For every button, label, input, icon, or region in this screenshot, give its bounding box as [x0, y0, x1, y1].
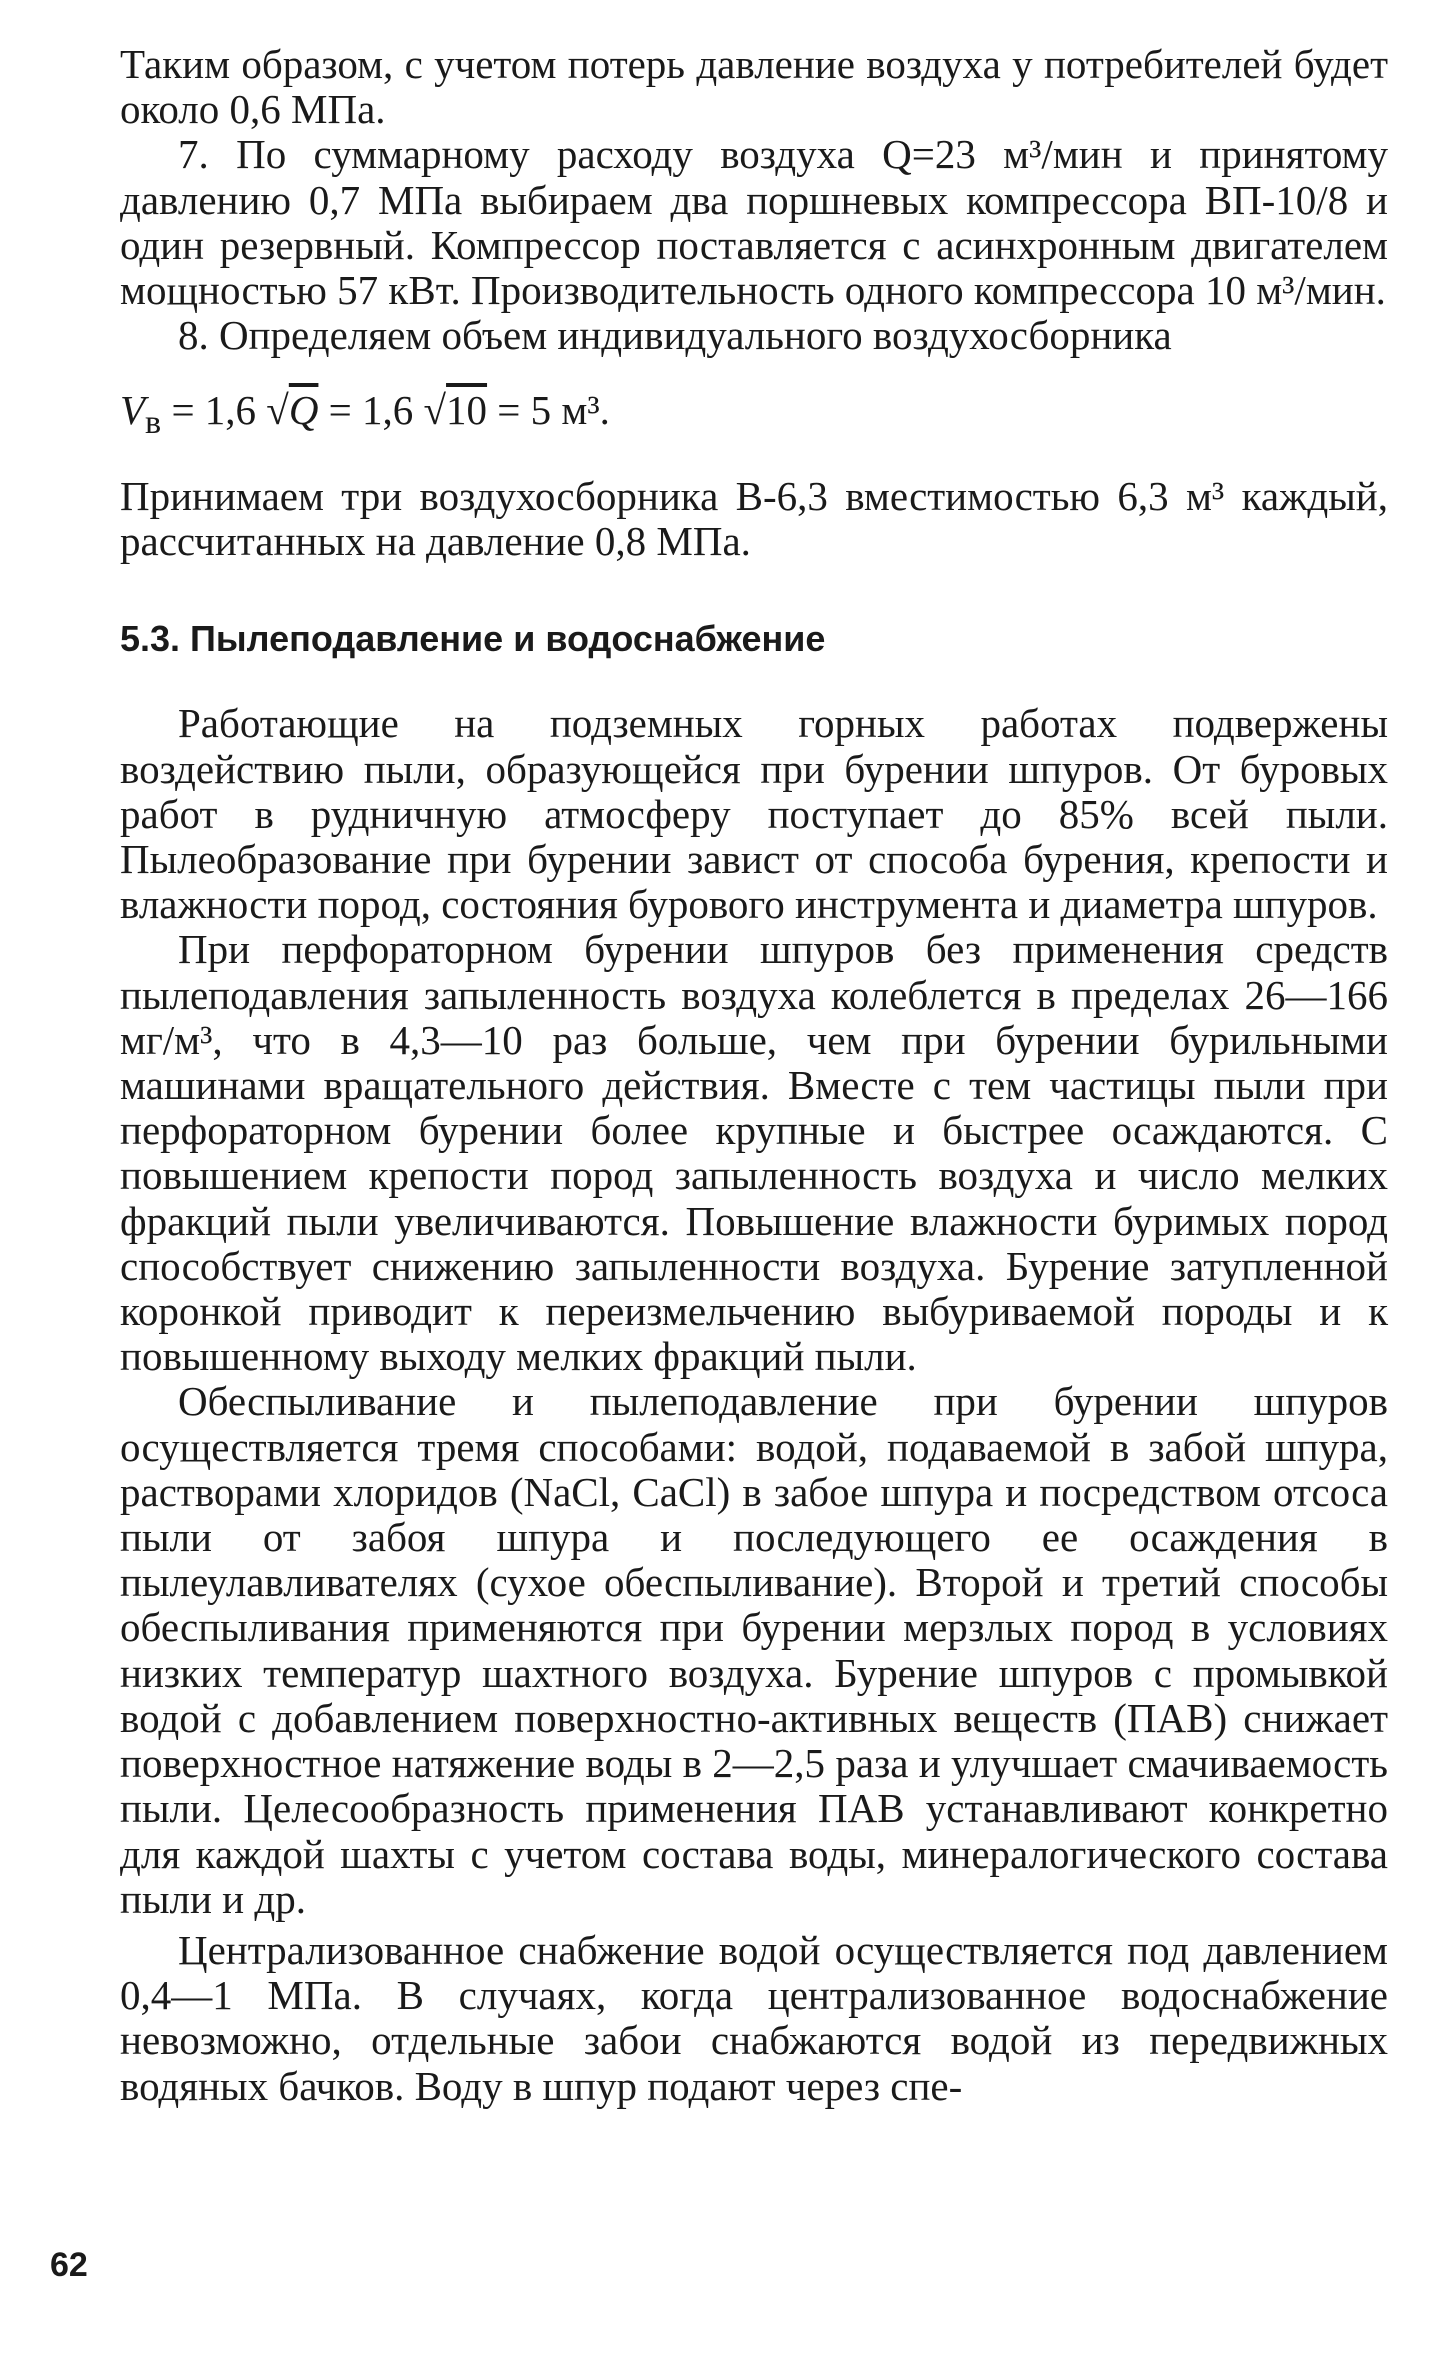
formula-rhs: = 5 м³.	[487, 387, 610, 434]
paragraph-perforator-drilling: При перфораторном бурении шпуров без применения средств пылеподавления запыленность воздуха колеблется в пределах 26—166 мг/м³, что в 4,3—10 раз больше, чем при бурении бурильными машинами вращательного действия. Вместе с тем частицы пыли при перфораторном бурении более крупные и быстрее осаждаются. С повышением крепости пород запыленность воздуха и число мелких фракций пыли увеличиваются. Повышение влажности буримых пород способствует снижению запыленности воздуха. Бурение затупленной коронкой приводит к переизмельчению выбуриваемой породы и к повышенному выходу мелких фракций пыли.	[120, 926, 1388, 1380]
paragraph-receiver-volume: 8. Определяем объем индивидуального воздухосборника	[178, 312, 1172, 359]
formula-lhs: V	[120, 387, 146, 434]
paragraph-water-supply: Централизованное снабжение водой осуществляется под давлением 0,4—1 МПа. В случаях, когда централизованное водоснабжение невозможно, отдельные забои снабжаются водой из передвижных водяных бачков. Воду в шпур подают через спе-	[120, 1926, 1388, 2109]
formula-ten: 10	[446, 387, 488, 434]
paragraph-receivers-accepted: Принимаем три воздухосборника В-6,3 вместимостью 6,3 м³ каждый, рассчитанных на давление 0,8 МПа.	[120, 472, 1388, 565]
formula-q: Q	[288, 387, 319, 434]
paragraph-compressor-choice: 7. По суммарному расходу воздуха Q=23 м³/мин и принятому давлению 0,7 МПа выбираем два поршневых компрессора ВП-10/8 и один резервный. Компрессор поставляется с асинхронным двигателем мощностью 57 кВт. Производительность одного компрессора 10 м³/мин.	[120, 131, 1388, 314]
paragraph-dust-exposure: Работающие на подземных горных работах подвержены воздействию пыли, образующейся при бурении шпуров. От буровых работ в рудничную атмосферу поступает до 85% всей пыли. Пылеобразование при бурении завист от способа бурения, крепости и влажности пород, состояния бурового инструмента и диаметра шпуров.	[120, 700, 1388, 928]
text-column	[120, 42, 1388, 2109]
receiver-volume-formula	[120, 388, 1388, 445]
formula-part2: = 1,6 √	[318, 387, 447, 434]
section-title: 5.3. Пылеподавление и водоснабжение	[120, 618, 826, 660]
formula-lhs-subscript: в	[145, 404, 162, 442]
formula-part1: = 1,6 √	[161, 387, 289, 434]
paragraph-dust-suppression-methods: Обеспыливание и пылеподавление при бурении шпуров осуществляется тремя способами: водой, подаваемой в забой шпура, растворами хлоридов (NaCl, CaCl) в забое шпура и посредством отсоса пыли от забоя шпура и последующего ее осаждения в пылеулавливателях (сухое обеспыливание). Второй и третий способы обеспыливания применяются при бурении мерзлых пород в условиях низких температур шахтного воздуха. Бурение шпуров с промывкой водой с добавлением поверхностно-активных веществ (ПАВ) снижает поверхностное натяжение воды в 2—2,5 раза и улучшает смачиваемость пыли. Целесообразность применения ПАВ устанавливают конкретно для каждой шахты с учетом состава воды, минералогического состава пыли и др.	[120, 1378, 1388, 1922]
page-number: 62	[50, 2246, 88, 2284]
paragraph-pressure-summary: Таким образом, с учетом потерь давление воздуха у потребителей будет около 0,6 МПа.	[120, 41, 1388, 133]
